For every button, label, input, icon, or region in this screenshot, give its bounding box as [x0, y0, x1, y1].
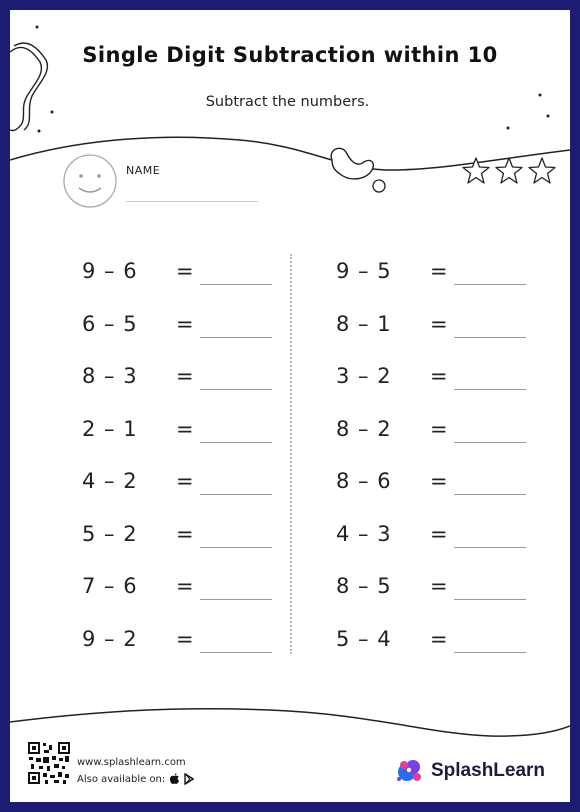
- website-link[interactable]: www.splashlearn.com: [77, 757, 186, 768]
- problem-expression: 9 – 5: [336, 259, 392, 283]
- footer-wave: [10, 709, 570, 736]
- problem-expression: 8 – 5: [336, 574, 392, 598]
- answer-blank[interactable]: [454, 652, 526, 653]
- problem-row: [82, 564, 282, 617]
- problem-expression: 2 – 1: [82, 416, 138, 441]
- answer-blank[interactable]: [200, 284, 272, 285]
- worksheet-instructions: Subtract the numbers.: [205, 94, 370, 110]
- smiley-face-icon: [64, 155, 116, 207]
- answer-blank[interactable]: [200, 599, 272, 600]
- sparkle-dot-icon: [51, 111, 54, 114]
- sparkle-dot-icon: [507, 127, 510, 130]
- problem-expression: 7 – 6: [82, 574, 138, 598]
- equals-sign: =: [430, 626, 448, 651]
- equals-sign: =: [176, 626, 194, 651]
- equals-sign: =: [176, 311, 194, 336]
- problem-row: [82, 249, 282, 302]
- problems-left-column: [82, 249, 282, 669]
- problem-row: [336, 407, 536, 460]
- problem-row: [82, 302, 282, 355]
- equals-sign: =: [176, 364, 194, 388]
- problem-row: [82, 617, 282, 670]
- equals-sign: =: [176, 574, 194, 598]
- equals-sign: =: [430, 416, 448, 441]
- problem-row: [336, 302, 536, 355]
- answer-blank[interactable]: [200, 337, 272, 338]
- answer-blank[interactable]: [454, 442, 526, 443]
- problem-row: [336, 512, 536, 565]
- squiggle-decoration: [331, 148, 373, 179]
- splashlearn-logo-icon: [395, 757, 425, 785]
- equals-sign: =: [430, 521, 448, 546]
- answer-blank[interactable]: [200, 652, 272, 653]
- problem-expression: 4 – 3: [336, 521, 392, 546]
- star-icon: [529, 158, 555, 183]
- problem-expression: 8 – 6: [336, 469, 392, 493]
- available-label: Also available on:: [77, 773, 166, 785]
- problem-expression: 9 – 6: [82, 259, 138, 283]
- play-store-icon[interactable]: [184, 773, 194, 785]
- worksheet-title: Single Digit Subtraction within 10: [82, 43, 498, 67]
- brand-name: SplashLearn: [431, 760, 546, 781]
- problem-expression: 5 – 4: [336, 626, 392, 651]
- sparkle-dot-icon: [36, 26, 39, 29]
- problem-row: [336, 459, 536, 512]
- problem-row: [336, 564, 536, 617]
- app-availability: [77, 773, 194, 785]
- answer-blank[interactable]: [200, 442, 272, 443]
- equals-sign: =: [176, 259, 194, 283]
- problem-row: [336, 249, 536, 302]
- name-label: NAME: [126, 164, 161, 177]
- problem-expression: 8 – 2: [336, 416, 392, 441]
- problem-row: [82, 459, 282, 512]
- problem-expression: 8 – 1: [336, 311, 392, 336]
- problem-expression: 8 – 3: [82, 364, 138, 388]
- problem-expression: 6 – 5: [82, 311, 138, 336]
- equals-sign: =: [176, 521, 194, 546]
- problem-row: [82, 354, 282, 407]
- sparkle-dot-icon: [373, 180, 385, 192]
- equals-sign: =: [430, 574, 448, 598]
- problem-row: [82, 407, 282, 460]
- problems-right-column: [336, 249, 536, 669]
- answer-blank[interactable]: [454, 389, 526, 390]
- answer-blank[interactable]: [200, 494, 272, 495]
- sparkle-dot-icon: [38, 130, 41, 133]
- equals-sign: =: [430, 364, 448, 388]
- answer-blank[interactable]: [200, 547, 272, 548]
- problem-row: [336, 354, 536, 407]
- answer-blank[interactable]: [454, 547, 526, 548]
- equals-sign: =: [176, 469, 194, 493]
- column-divider: [290, 254, 292, 654]
- equals-sign: =: [430, 311, 448, 336]
- answer-blank[interactable]: [200, 389, 272, 390]
- problem-expression: 5 – 2: [82, 521, 138, 546]
- equals-sign: =: [430, 259, 448, 283]
- worksheet-page: [10, 10, 570, 802]
- sparkle-dot-icon: [547, 115, 550, 118]
- problem-expression: 4 – 2: [82, 469, 138, 493]
- problem-expression: 9 – 2: [82, 626, 138, 651]
- problem-row: [336, 617, 536, 670]
- qr-code-icon[interactable]: [27, 741, 71, 785]
- apple-icon[interactable]: [169, 773, 180, 785]
- equals-sign: =: [430, 469, 448, 493]
- name-field[interactable]: [126, 201, 258, 202]
- problem-row: [82, 512, 282, 565]
- answer-blank[interactable]: [454, 494, 526, 495]
- answer-blank[interactable]: [454, 284, 526, 285]
- answer-blank[interactable]: [454, 337, 526, 338]
- answer-blank[interactable]: [454, 599, 526, 600]
- splashlearn-brand[interactable]: [395, 757, 545, 785]
- problem-expression: 3 – 2: [336, 364, 392, 388]
- star-icon: [496, 158, 522, 183]
- equals-sign: =: [176, 416, 194, 441]
